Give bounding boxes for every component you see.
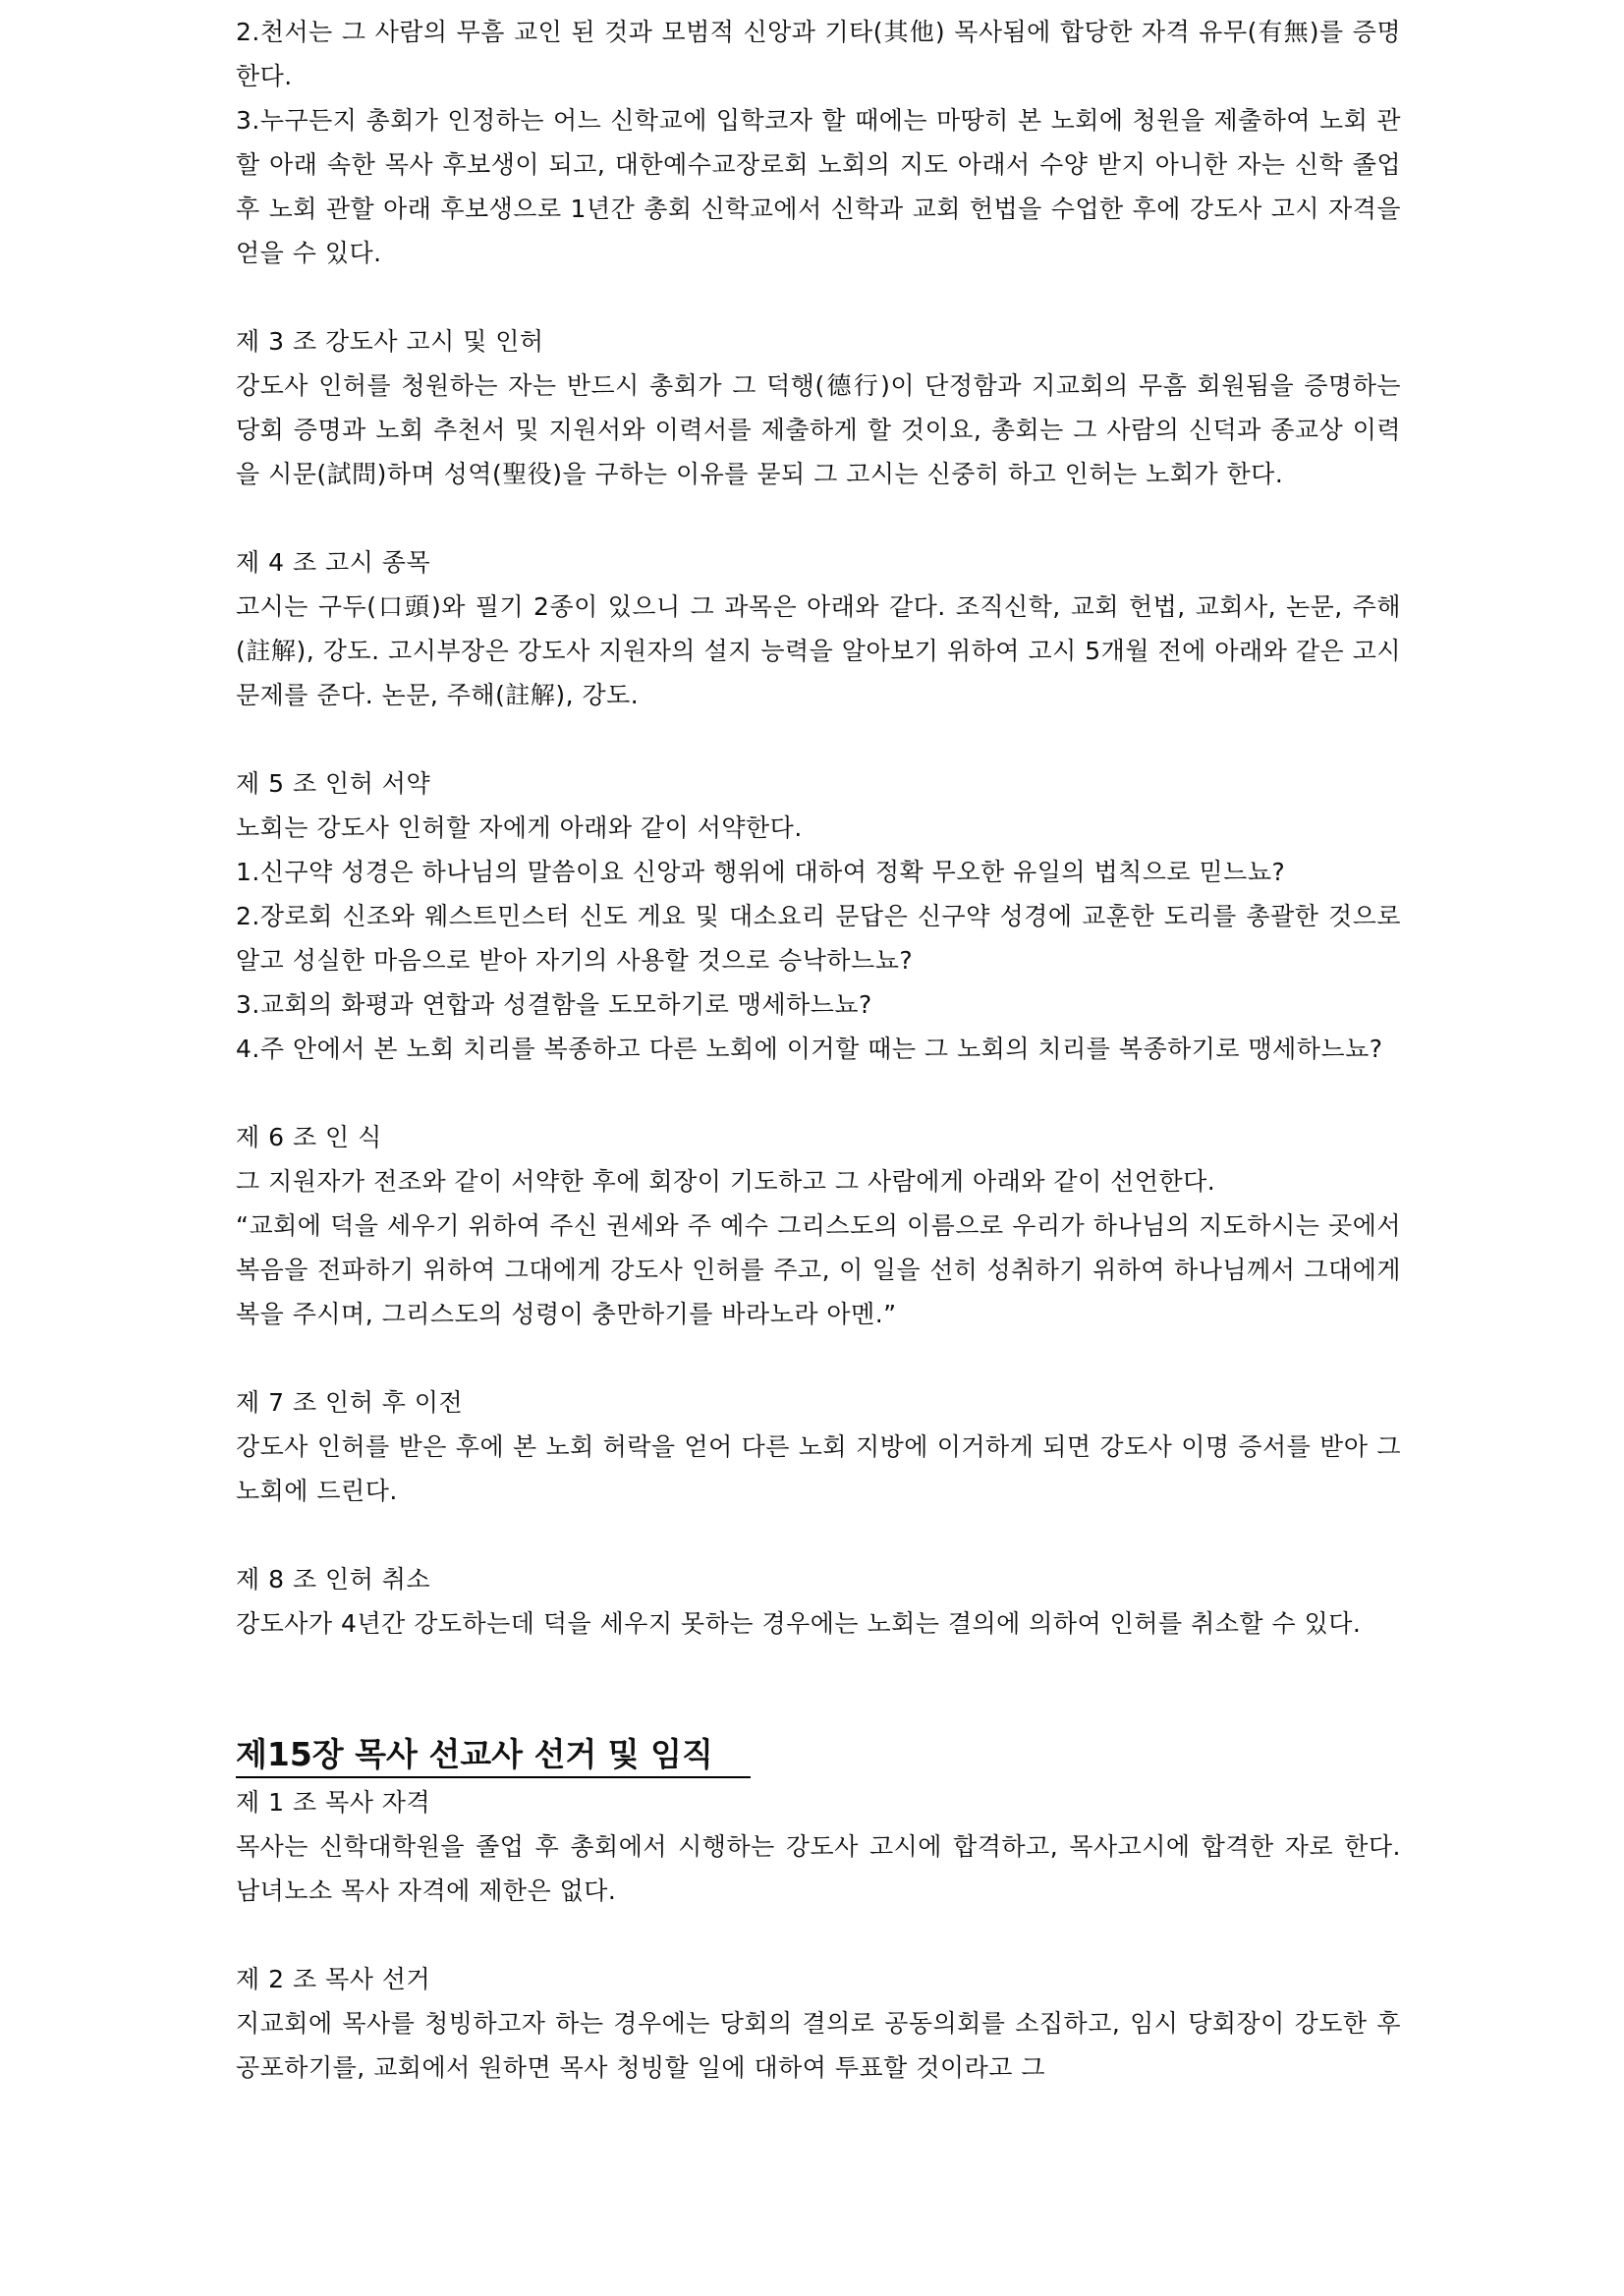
article-6-body: 그 지원자가 전조와 같이 서약한 후에 회장이 기도하고 그 사람에게 아래와 같이 선언한다. (236, 1167, 1216, 1196)
document-body (236, 10, 1401, 2090)
chapter-heading-wrap (236, 1732, 1401, 1780)
article-4-body: 고시는 구두(口頭)와 필기 2종이 있으니 그 과목은 아래와 같다. 조직신학, 교회 헌법, 교회사, 논문, 주해(註解), 강도. 고시부장은 강도사 지원자의 설지 능력을 알아보기 위하여 고시 5개월 전에 아래와 같은 고시 문제를 준다. 논문, 주해(註解), 강도. (236, 592, 1401, 709)
article-6-quote: “교회에 덕을 세우기 위하여 주신 권세와 주 예수 그리스도의 이름으로 우리가 하나님의 지도하시는 곳에서 복음을 전파하기 위하여 그대에게 강도사 인허를 주고, 이 일을 선히 성취하기 위하여 하나님께서 그대에게 복을 주시며, 그리스도의 성령이 충만하기를 바라노라 아멘.” (236, 1211, 1401, 1328)
article-4-title: 제 4 조 고시 종목 (236, 548, 431, 577)
paragraph-item-3: 3.누구든지 총회가 인정하는 어느 신학교에 입학코자 할 때에는 마땅히 본 노회에 청원을 제출하여 노회 관할 아래 속한 목사 후보생이 되고, 대한예수교장로회 노회의 지도 아래서 수양 받지 아니한 자는 신학 졸업 후 노회 관할 아래 후보생으로 1년간 총회 신학교에서 신학과 교회 헌법을 수업한 후에 강도사 고시 자격을 얻을 수 있다. (236, 106, 1401, 267)
chapter-15-article-1-body: 목사는 신학대학원을 졸업 후 총회에서 시행하는 강도사 고시에 합격하고, 목사고시에 합격한 자로 한다. 남녀노소 목사 자격에 제한은 없다. (236, 1832, 1401, 1905)
article-7-body: 강도사 인허를 받은 후에 본 노회 허락을 얻어 다른 노회 지방에 이거하게 되면 강도사 이명 증서를 받아 그 노회에 드린다. (236, 1432, 1401, 1505)
paragraph-item-2: 2.천서는 그 사람의 무흠 교인 된 것과 모범적 신앙과 기타(其他) 목사됨에 합당한 자격 유무(有無)를 증명한다. (236, 18, 1401, 90)
article-3-body: 강도사 인허를 청원하는 자는 반드시 총회가 그 덕행(德行)이 단정함과 지교회의 무흠 회원됨을 증명하는 당회 증명과 노회 추천서 및 지원서와 이력서를 제출하게 할 것이요, 총회는 그 사람의 신덕과 종교상 이력을 시문(試問)하며 성역(聖役)을 구하는 이유를 묻되 그 고시는 신중히 하고 인허는 노회가 한다. (236, 371, 1401, 488)
article-5-item-2: 2.장로회 신조와 웨스트민스터 신도 게요 및 대소요리 문답은 신구약 성경에 교훈한 도리를 총괄한 것으로 알고 성실한 마음으로 받아 자기의 사용할 것으로 승낙하느뇨? (236, 902, 1401, 975)
article-5-intro: 노회는 강도사 인허할 자에게 아래와 같이 서약한다. (236, 813, 803, 842)
article-8-body: 강도사가 4년간 강도하는데 덕을 세우지 못하는 경우에는 노회는 결의에 의하여 인허를 취소할 수 있다. (236, 1609, 1362, 1638)
article-5-item-4: 4.주 안에서 본 노회 치리를 복종하고 다른 노회에 이거할 때는 그 노회의 치리를 복종하기로 맹세하느뇨? (236, 1035, 1383, 1063)
chapter-15-article-2-title: 제 2 조 목사 선거 (236, 1965, 431, 1993)
chapter-15-heading: 제15장 목사 선교사 선거 및 임직 (236, 1732, 751, 1778)
article-6-title: 제 6 조 인 식 (236, 1123, 382, 1151)
article-8-title: 제 8 조 인허 취소 (236, 1565, 431, 1594)
chapter-15-article-2-body: 지교회에 목사를 청빙하고자 하는 경우에는 당회의 결의로 공동의회를 소집하고, 임시 당회장이 강도한 후 공포하기를, 교회에서 원하면 목사 청빙할 일에 대하여 투표할 것이라고 그 (236, 2009, 1401, 2082)
article-5-item-3: 3.교회의 화평과 연합과 성결함을 도모하기로 맹세하느뇨? (236, 990, 872, 1019)
article-7-title: 제 7 조 인허 후 이전 (236, 1388, 464, 1417)
chapter-15-article-1-title: 제 1 조 목사 자격 (236, 1788, 431, 1817)
article-5-title: 제 5 조 인허 서약 (236, 769, 431, 798)
article-3-title: 제 3 조 강도사 고시 및 인허 (236, 327, 544, 356)
article-5-item-1: 1.신구약 성경은 하나님의 말씀이요 신앙과 행위에 대하여 정확 무오한 유일의 법칙으로 믿느뇨? (236, 858, 1286, 886)
